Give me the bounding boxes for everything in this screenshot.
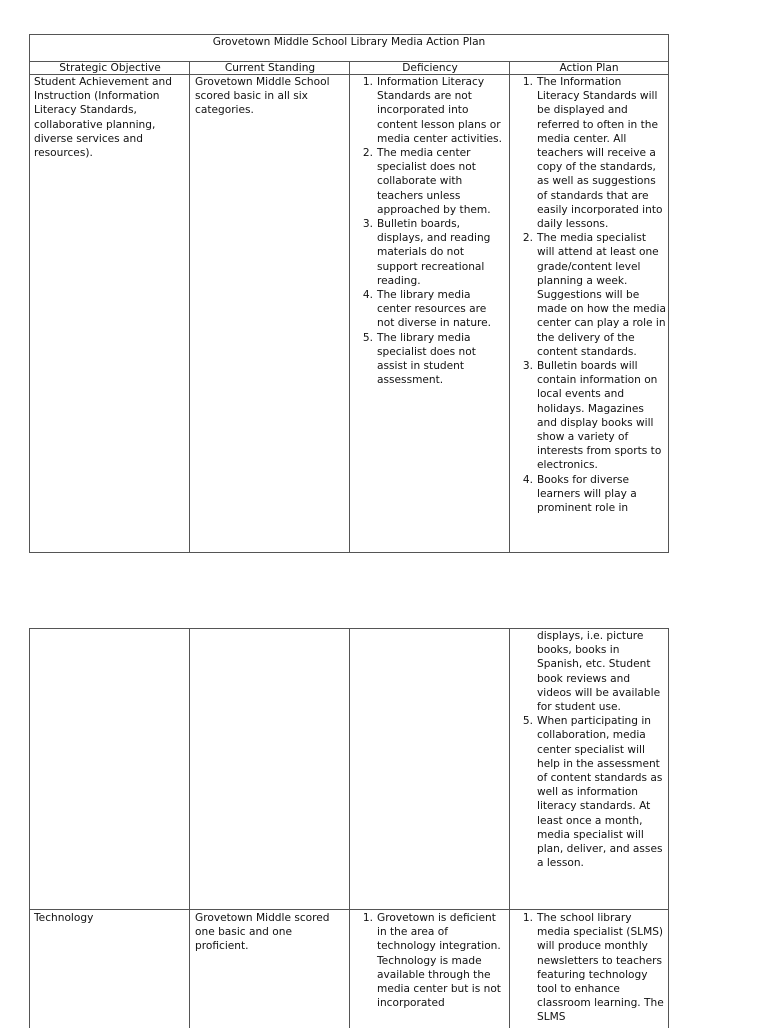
row2-standing: Grovetown Middle scored one basic and one proficient. <box>195 912 330 953</box>
row1-deficiency <box>350 75 510 387</box>
row2-objective: Technology <box>34 912 94 924</box>
list-item: 3. Bulletin boards, displays, and reading materials do not support recreational reading. <box>362 218 491 287</box>
list-item: 2. The media center specialist does not collaborate with teachers unless approached by them. <box>362 147 491 216</box>
list-item: 1. Grovetown is deficient in the area of technology integration. Technology is made available through the media center but is not incorporated <box>362 912 501 1010</box>
row1-standing: Grovetown Middle School scored basic in all six categories. <box>195 76 330 117</box>
header-current-standing: Current Standing <box>190 62 350 75</box>
header-strategic-objective: Strategic Objective <box>30 62 190 75</box>
row1-action-plan <box>510 75 670 515</box>
list-item: 5. The library media specialist does not assist in student assessment. <box>362 331 476 387</box>
table-title: Grovetown Middle School Library Media Action Plan <box>30 35 668 62</box>
row2-deficiency <box>350 911 510 1010</box>
row-divider <box>30 909 668 910</box>
list-item: 2. The media specialist will attend at least one grade/content level planning a week. Suggestions will be made on how the media center can play a role in the delivery of the content standards. <box>522 232 666 358</box>
list-item: 4. The library media center resources are not diverse in nature. <box>362 289 492 330</box>
action-plan-list <box>515 714 666 870</box>
action-plan-table-page-2 <box>29 628 669 1028</box>
column-divider <box>189 629 190 1028</box>
list-item: 3. Bulletin boards will contain information on local events and holidays. Magazines and display books will show a variety of interests from sports to electronics. <box>522 360 662 472</box>
row1-action-plan-continued <box>510 629 670 870</box>
list-item: 1. The school library media specialist (SLMS) will produce monthly newsletters to teachers featuring technology tool to enhance classroom learning. The SLMS <box>522 912 664 1024</box>
header-action-plan: Action Plan <box>510 62 668 75</box>
list-item: 1. The Information Literacy Standards will be displayed and referred to often in the media center. All teachers will receive a copy of the standards, as well as suggestions of standards that are easily incorporated into daily lessons. <box>522 76 663 231</box>
row1-objective: Student Achievement and Instruction (Information Literacy Standards, collaborative planning, diverse services and resources). <box>34 76 172 160</box>
action-plan-table-page-1 <box>29 34 669 553</box>
action-plan-list <box>515 75 666 515</box>
list-item: 5. When participating in collaboration, media center specialist will help in the assessment of content standards as well as information literacy standards. At least once a month, media specialist will plan, deliver, and asses a lesson. <box>522 715 663 870</box>
list-item: 4. Books for diverse learners will play a prominent role in <box>522 473 637 515</box>
list-item: 1. Information Literacy Standards are not incorporated into content lesson plans or media center activities. <box>362 76 502 145</box>
deficiency-list <box>355 911 506 1010</box>
continued-text: displays, i.e. picture books, books in Spanish, etc. Student book reviews and videos will be available for student use. <box>537 630 661 714</box>
action-plan-list <box>515 911 666 1025</box>
deficiency-list <box>355 75 506 387</box>
row2-action-plan <box>510 911 670 1025</box>
header-deficiency: Deficiency <box>350 62 510 75</box>
